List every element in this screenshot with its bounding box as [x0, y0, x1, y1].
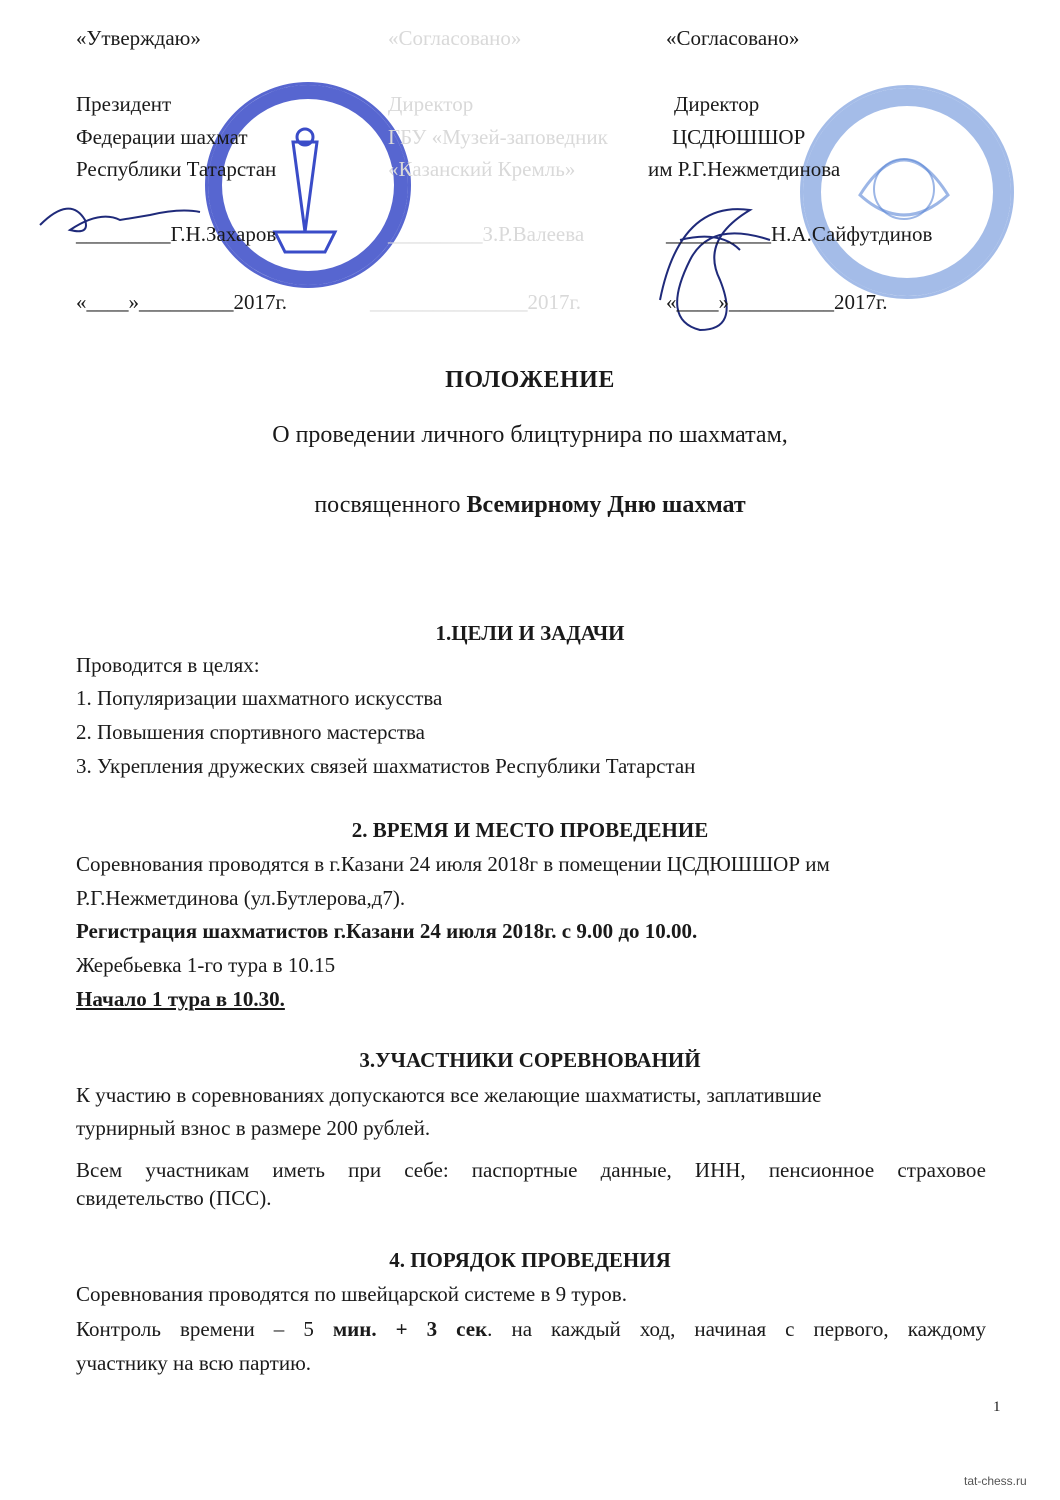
section-heading-participants: 3.УЧАСТНИКИ СОРЕВНОВАНИЙ: [359, 1048, 701, 1072]
venue-line1: Соревнования проводятся в г.Казани 24 июля 2018г в помещении ЦСДЮШШОР им: [76, 852, 830, 876]
date-line-president: «____»_________2017г.: [76, 290, 287, 314]
goal-item-3: 3. Укрепления дружеских связей шахматистов Республики Татарстан: [76, 754, 696, 778]
museum-title-line3: «Казанский Кремль»: [388, 157, 576, 181]
site-watermark: tat-chess.ru: [964, 1474, 1027, 1488]
school-title-line3: им Р.Г.Нежметдинова: [648, 157, 841, 181]
page-number: 1: [993, 1399, 1001, 1415]
subtitle-event-name: Всемирному Дню шахмат: [466, 492, 746, 518]
participants-line2: турнирный взнос в размере 200 рублей.: [76, 1116, 431, 1140]
section-heading-time-place: 2. ВРЕМЯ И МЕСТО ПРОВЕДЕНИЕ: [351, 818, 709, 842]
document-subtitle-line1: О проведении личного блицтурнира по шахматам,: [272, 422, 788, 448]
school-title-line2: ЦСДЮШШОР: [672, 125, 806, 149]
section-heading-goals: 1.ЦЕЛИ И ЗАДАЧИ: [435, 621, 625, 645]
signatory-title-line2: Федерации шахмат: [76, 125, 248, 149]
time-control-suffix: . на каждый ход, начиная с первого, каждому: [487, 1317, 986, 1341]
museum-title-line2: ГБУ «Музей-заповедник: [388, 125, 608, 149]
approval-label-school: «Согласовано»: [666, 26, 800, 50]
draw-info: Жеребьевка 1-го тура в 10.15: [76, 953, 336, 977]
procedure-line3: участнику на всю партию.: [76, 1351, 312, 1375]
procedure-line1: Соревнования проводятся по швейцарской системе в 9 туров.: [76, 1282, 627, 1306]
document-subtitle-line2: [0, 492, 1060, 519]
goal-item-2: 2. Повышения спортивного мастерства: [76, 720, 426, 744]
participants-line3: Всем участникам иметь при себе: паспортные данные, ИНН, пенсионное страховое: [76, 1158, 986, 1182]
time-control-value: мин. + 3 сек: [332, 1317, 488, 1341]
time-control-prefix: Контроль времени – 5: [76, 1317, 333, 1341]
museum-title-line1: Директор: [388, 92, 474, 116]
seal-emblem-school: [800, 85, 1008, 293]
registration-info: Регистрация шахматистов г.Казани 24 июля 2018г. с 9.00 до 10.00.: [76, 919, 698, 943]
date-line-museum: _______________2017г.: [370, 290, 581, 314]
signature-line-valeeva: _________З.Р.Валеева: [388, 222, 585, 246]
document-title: ПОЛОЖЕНИЕ: [445, 367, 615, 393]
signature-line-zakharov: _________Г.Н.Захаров: [76, 222, 277, 246]
school-title-line1: Директор: [674, 92, 760, 116]
venue-line2: Р.Г.Нежметдинова (ул.Бутлерова,д7).: [76, 886, 406, 910]
goal-item-1: 1. Популяризации шахматного искусства: [76, 686, 443, 710]
section-heading-procedure: 4. ПОРЯДОК ПРОВЕДЕНИЯ: [389, 1248, 671, 1272]
signature-line-sayfutdinov: __________Н.А.Сайфутдинов: [666, 222, 933, 246]
participants-line1: К участию в соревнованиях допускаются все желающие шахматисты, заплатившие: [76, 1083, 822, 1107]
procedure-line2: [76, 1315, 986, 1343]
approval-label-president: «Утверждаю»: [76, 26, 201, 50]
participants-line4: свидетельство (ПСС).: [76, 1186, 272, 1210]
subtitle-prefix: посвященного: [314, 492, 467, 518]
goals-intro: Проводится в целях:: [76, 653, 260, 677]
start-info: Начало 1 тура в 10.30.: [76, 987, 285, 1011]
signatory-title-line3: Республики Татарстан: [76, 157, 277, 181]
date-line-school: «____»__________2017г.: [666, 290, 888, 314]
approval-label-museum: «Согласовано»: [388, 26, 522, 50]
signature-sayfutdinov: [640, 180, 790, 340]
signatory-title-line1: Президент: [76, 92, 172, 116]
